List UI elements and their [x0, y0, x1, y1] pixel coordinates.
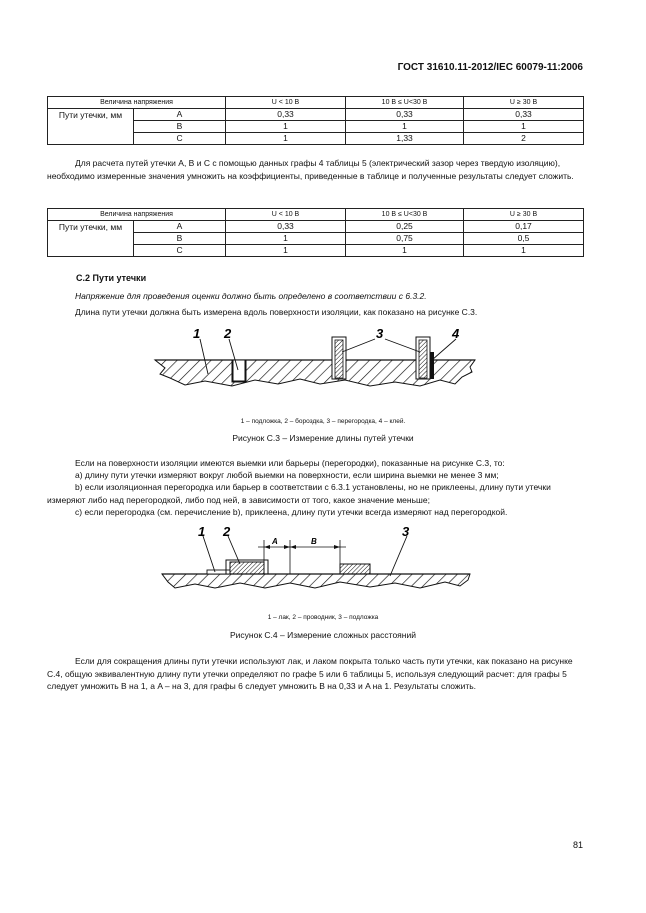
figure-label: 4 [452, 326, 460, 341]
table-header-row [48, 209, 584, 221]
table-cell: 1 [226, 233, 346, 245]
table-cell: 0,33 [226, 221, 346, 233]
row-label: A [134, 109, 226, 121]
dimension-label-b: B [311, 537, 317, 546]
coefficient-table-1 [47, 96, 584, 145]
paragraph-barriers-intro: Если на поверхности изоляции имеются выемки или барьеры (перегородки), показанные на рисунке С.3, то: [75, 458, 505, 468]
row-header: Пути утечки, мм [48, 109, 134, 145]
figure-c4-legend: 1 – лак, 2 – проводник, 3 – подложка [267, 614, 379, 621]
table-cell: 1 [226, 245, 346, 257]
figure-label: 1 [198, 524, 206, 539]
figure-c3-legend: 1 – подложка, 2 – бороздка, 3 – перегородка, 4 – клей. [240, 418, 406, 425]
figure-label: 3 [402, 524, 410, 539]
row-label: C [134, 133, 226, 145]
table-cell: 0,75 [346, 233, 464, 245]
table-cell: 1 [346, 121, 464, 133]
dimension-label-a: A [272, 537, 278, 546]
column-header: 10 В ≤ U<30 В [346, 209, 464, 221]
list-item-c: с) если перегородка (см. перечисление b), приклеена, длину пути утечки всегда измеряют над перегородкой. [75, 507, 508, 517]
table-cell: 1 [464, 245, 584, 257]
section-title: С.2 Пути утечки [76, 273, 147, 283]
table-cell: 0,17 [464, 221, 584, 233]
table-header-row [48, 97, 584, 109]
row-header: Пути утечки, мм [48, 221, 134, 257]
column-header: 10 В ≤ U<30 В [346, 97, 464, 109]
table-cell: 0,5 [464, 233, 584, 245]
table-cell: 1 [226, 133, 346, 145]
column-header: U < 10 В [226, 209, 346, 221]
figure-label: 3 [376, 326, 384, 341]
table-cell: 0,33 [464, 109, 584, 121]
column-header: Величина напряжения [48, 209, 226, 221]
row-label: C [134, 245, 226, 257]
column-header: Величина напряжения [48, 97, 226, 109]
row-label: B [134, 121, 226, 133]
table-row [48, 109, 584, 121]
figure-c4-drawing [0, 522, 646, 597]
figure-c3-drawing [0, 322, 646, 392]
figure-c3-caption: Рисунок С.3 – Измерение длины путей утечки [232, 433, 414, 443]
paragraph-lacquer-calculation: Если для сокращения длины пути утечки используют лак, и лаком покрыта только часть пути утечки, как показано на рисунке С.4, общую эквивалентную длину пути утечки определяют по графе 5 или 6 таблицы 5, используя следующий расчет: для графы 5 следует умножить B на 1, а A – на 3, для графы 6 следует умножить B на 0,33 и A на 1. Результаты сложить. [47, 656, 573, 691]
row-label: A [134, 221, 226, 233]
table-cell: 0,33 [226, 109, 346, 121]
table-cell: 0,25 [346, 221, 464, 233]
table-row [48, 221, 584, 233]
list-item-a: а) длину пути утечки измеряют вокруг любой выемки на поверхности, если ширина выемки не менее 3 мм; [75, 470, 499, 480]
table-cell: 1 [226, 121, 346, 133]
column-header: U ≥ 30 В [464, 97, 584, 109]
table-cell: 1,33 [346, 133, 464, 145]
figure-label: 2 [224, 326, 232, 341]
table-cell: 2 [464, 133, 584, 145]
list-item-b: b) если изоляционная перегородка или барьер в соответствии с 6.3.1 установлены, но не приклеены, длину пути утечки измеряют либо над перегородкой, либо под ней, в зависимости от того, какое значение меньше; [47, 482, 551, 505]
table-cell: 1 [346, 245, 464, 257]
table-cell: 1 [464, 121, 584, 133]
italic-note: Напряжение для проведения оценки должно быть определено в соответствии с 6.3.2. [75, 291, 427, 301]
figure-label: 1 [193, 326, 201, 341]
section-intro: Длина пути утечки должна быть измерена вдоль поверхности изоляции, как показано на рисунке С.3. [75, 307, 478, 317]
paragraph-table-explanation: Для расчета путей утечки A, B и C с помощью данных графы 4 таблицы 5 (электрический зазор через твердую изоляцию), необходимо измеренные значения умножить на коэффициенты, приведенные в таблице и полученные результаты следует сложить. [47, 158, 574, 181]
table-cell: 0,33 [346, 109, 464, 121]
column-header: U < 10 В [226, 97, 346, 109]
figure-c4-caption: Рисунок С.4 – Измерение сложных расстояний [230, 630, 416, 640]
column-header: U ≥ 30 В [464, 209, 584, 221]
page-number: 81 [572, 840, 583, 850]
document-header: ГОСТ 31610.11-2012/IEC 60079-11:2006 [397, 62, 583, 73]
figure-label: 2 [223, 524, 231, 539]
coefficient-table-2 [47, 208, 584, 257]
row-label: B [134, 233, 226, 245]
